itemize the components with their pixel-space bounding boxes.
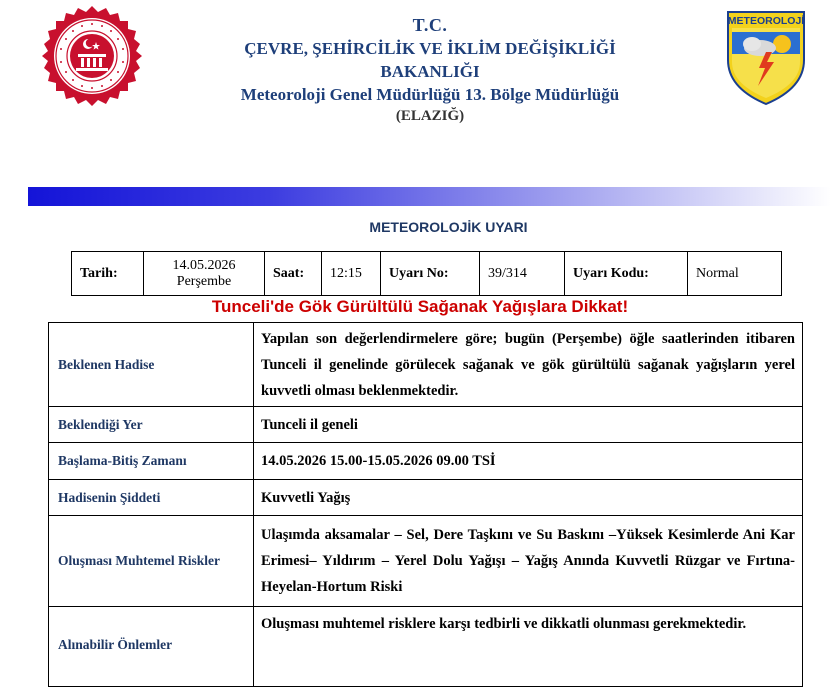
header-line-ministry: ÇEVRE, ŞEHİRCİLİK VE İKLİM DEĞİŞİKLİĞİ <box>244 39 616 58</box>
header-line-tc: T.C. <box>412 15 448 35</box>
ministry-seal-icon <box>38 4 146 108</box>
ministry-seal-logo <box>38 4 146 108</box>
header-line-bakanlik: BAKANLIĞI <box>380 62 480 81</box>
warning-no-label: Uyarı No: <box>381 252 480 296</box>
precautions-value: Oluşması muhtemel risklere karşı tedbirli ve dikkatli olunması gerekmektedir. <box>254 607 803 687</box>
table-row <box>49 516 803 607</box>
warning-no-value: 39/314 <box>480 252 565 296</box>
table-row <box>49 323 803 407</box>
expected-event-value: Yapılan son değerlendirmelere göre; bugün (Perşembe) öğle saatlerinden itibaren Tunceli il genelinde görülecek sağanak ve gök gürültülü sağanak yağışların yerel kuvvetli olması beklenmektedir. <box>254 323 803 407</box>
meteorology-logo-text: METEOROLOJİ <box>727 15 805 27</box>
table-row <box>49 407 803 443</box>
document-header <box>150 14 710 126</box>
meteorology-logo <box>726 10 806 106</box>
date-value: 14.05.2026 <box>172 257 236 273</box>
warning-details-table <box>48 322 803 687</box>
event-severity-label: Hadisenin Şiddeti <box>49 480 254 516</box>
time-label: Saat: <box>265 252 322 296</box>
day-value: Perşembe <box>176 273 232 289</box>
expected-place-value: Tunceli il geneli <box>254 407 803 443</box>
warning-info-table <box>71 251 782 296</box>
event-severity-value: Kuvvetli Yağış <box>254 480 803 516</box>
page-title: METEOROLOJİK UYARI <box>369 219 528 235</box>
header-divider-band <box>28 187 831 206</box>
warning-headline: Tunceli'de Gök Gürültülü Sağanak Yağışlara Dikkat! <box>211 297 629 316</box>
table-row <box>49 443 803 480</box>
start-end-time-label: Başlama-Bitiş Zamanı <box>49 443 254 480</box>
start-end-time-value: 14.05.2026 15.00-15.05.2026 09.00 TSİ <box>254 443 803 480</box>
expected-event-label: Beklenen Hadise <box>49 323 254 407</box>
possible-risks-label: Oluşması Muhtemel Riskler <box>49 516 254 607</box>
possible-risks-value: Ulaşımda aksamalar – Sel, Dere Taşkını ve Su Baskını –Yüksek Kesimlerde Ani Kar Erimesi– Yıldırım – Yerel Dolu Yağışı – Yağış Anında Kuvvetli Rüzgar ve Fırtına- Heyelan-Hortum Riski <box>254 516 803 607</box>
date-label: Tarih: <box>72 252 144 296</box>
header-line-city: (ELAZIĞ) <box>395 108 465 124</box>
table-row <box>49 480 803 516</box>
warning-code-value: Normal <box>688 252 782 296</box>
date-cell <box>144 252 265 296</box>
precautions-label: Alınabilir Önlemler <box>49 607 254 687</box>
meteorology-emblem-icon <box>726 10 806 106</box>
header-line-directorate: Meteoroloji Genel Müdürlüğü 13. Bölge Müdürlüğü <box>240 85 620 104</box>
table-row <box>49 607 803 687</box>
warning-code-label: Uyarı Kodu: <box>565 252 688 296</box>
expected-place-label: Beklendiği Yer <box>49 407 254 443</box>
time-value: 12:15 <box>322 252 381 296</box>
